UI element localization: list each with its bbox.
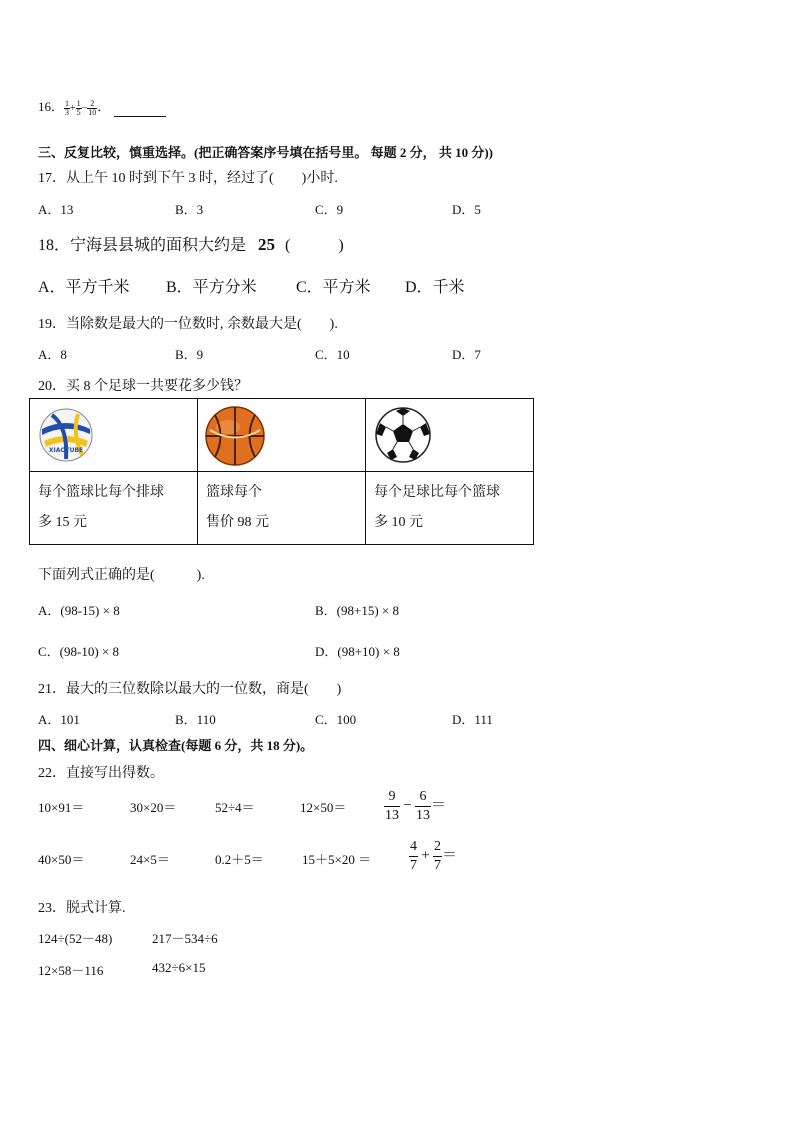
fraction: $\frac{6}{13}$ xyxy=(415,789,430,823)
fraction: $\frac{2}{7}$ xyxy=(433,839,441,873)
calc-item: 15＋5×20 ＝ xyxy=(302,852,372,867)
question-17-stem: 17．从上午 10 时到下午 3 时，经过了( )小时. xyxy=(38,171,338,186)
volleyball-icon xyxy=(38,407,94,463)
calc-item: 40×50＝ xyxy=(38,852,85,867)
table-cell xyxy=(30,399,198,472)
fraction: $\frac{9}{13}$ xyxy=(385,789,399,823)
cell-text: 多 10 元 xyxy=(374,515,423,530)
question-21-stem: 21．最大的三位数除以最大的一位数，商是( ) xyxy=(38,682,342,697)
question-19-stem: 19．当除数是最大的一位数时, 余数最大是( ). xyxy=(38,317,338,332)
question-16: 16． $\frac{1}{3}$ + $\frac{1}{5}$ − $\frac{2}{10}$ ． xyxy=(38,96,166,117)
fraction-expression: $\frac{9}{13}$ − $\frac{6}{13}$ ＝ xyxy=(385,789,446,823)
table-cell xyxy=(198,472,366,545)
cell-text: 每个足球比每个篮球 xyxy=(374,485,500,500)
question-20-prompt: 下面列式正确的是( ). xyxy=(38,568,205,583)
q18-option-b[interactable]: B．平方分米 xyxy=(166,279,257,296)
cell-text: 篮球每个 xyxy=(206,485,262,500)
q19-option-c[interactable]: C．10 xyxy=(315,347,350,362)
q20-option-a[interactable]: A．(98-15) × 8 xyxy=(38,603,120,618)
calc-item: 12×58－116 xyxy=(38,963,104,978)
section-4-title: 四、细心计算，认真检查(每题 6 分，共 18 分)。 xyxy=(38,738,314,753)
fraction: $\frac{4}{7}$ xyxy=(410,839,417,873)
fraction-expression: $\frac{4}{7}$ + $\frac{2}{7}$ ＝ xyxy=(410,839,457,873)
q17-option-d[interactable]: D．5 xyxy=(452,202,481,217)
calc-item: 124÷(52－48) xyxy=(38,931,113,946)
calc-item: 12×50＝ xyxy=(300,800,347,815)
q18-option-d[interactable]: D．千米 xyxy=(405,279,465,296)
soccer-ball-icon xyxy=(374,406,432,464)
cell-text: 每个篮球比每个排球 xyxy=(38,485,164,500)
question-20-stem: 20．买 8 个足球一共要花多少钱？ xyxy=(38,379,248,394)
calc-item: 10×91＝ xyxy=(38,800,85,815)
table-cell xyxy=(198,399,366,472)
calc-item: 30×20＝ xyxy=(130,800,177,815)
q21-option-b[interactable]: B．110 xyxy=(175,712,216,727)
brand-label: XIAOTUBE xyxy=(48,447,84,454)
ball-price-table xyxy=(29,398,534,545)
q17-option-b[interactable]: B．3 xyxy=(175,202,204,217)
question-number: 16． xyxy=(38,99,65,114)
q17-option-a[interactable]: A．13 xyxy=(38,202,74,217)
q19-option-b[interactable]: B．9 xyxy=(175,347,204,362)
cell-text: 多 15 元 xyxy=(38,515,87,530)
calc-item: 0.2＋5＝ xyxy=(215,852,264,867)
calc-item: 217－534÷6 xyxy=(152,931,218,946)
q21-option-c[interactable]: C．100 xyxy=(315,712,357,727)
q21-option-a[interactable]: A．101 xyxy=(38,712,80,727)
calc-item: 432÷6×15 xyxy=(152,960,206,975)
question-18-stem: 18．宁海县县城的面积大约是 xyxy=(38,237,247,254)
basketball-icon xyxy=(204,405,266,467)
table-cell xyxy=(30,472,198,545)
q18-option-c[interactable]: C．平方米 xyxy=(296,279,371,296)
question-22-stem: 22．直接写出得数。 xyxy=(38,766,164,781)
fraction: $\frac{1}{3}$ xyxy=(65,98,70,117)
fraction: $\frac{1}{5}$ xyxy=(76,98,81,117)
section-3-title: 三、反复比较，慎重选择。(把正确答案序号填在括号里。 每题 2 分， 共 10 分)) xyxy=(38,145,493,160)
answer-blank[interactable] xyxy=(114,104,166,117)
fraction: $\frac{2}{10}$ xyxy=(88,98,97,117)
q20-option-c[interactable]: C．(98-10) × 8 xyxy=(38,644,119,659)
cell-text: 售价 98 元 xyxy=(206,515,269,530)
q19-option-d[interactable]: D．7 xyxy=(452,347,481,362)
q20-option-d[interactable]: D．(98+10) × 8 xyxy=(315,644,400,659)
q19-option-a[interactable]: A．8 xyxy=(38,347,67,362)
calc-item: 52÷4＝ xyxy=(215,800,255,815)
question-18-value: 25 xyxy=(258,235,276,254)
q20-option-b[interactable]: B．(98+15) × 8 xyxy=(315,603,399,618)
table-cell xyxy=(366,399,534,472)
table-cell xyxy=(366,472,534,545)
q17-option-c[interactable]: C．9 xyxy=(315,202,344,217)
question-23-stem: 23．脱式计算. xyxy=(38,901,126,916)
q18-option-a[interactable]: A．平方千米 xyxy=(38,279,130,296)
q21-option-d[interactable]: D．111 xyxy=(452,712,493,727)
answer-paren[interactable]: ( ) xyxy=(285,237,344,254)
question-18 xyxy=(38,232,344,255)
calc-item: 24×5＝ xyxy=(130,852,170,867)
